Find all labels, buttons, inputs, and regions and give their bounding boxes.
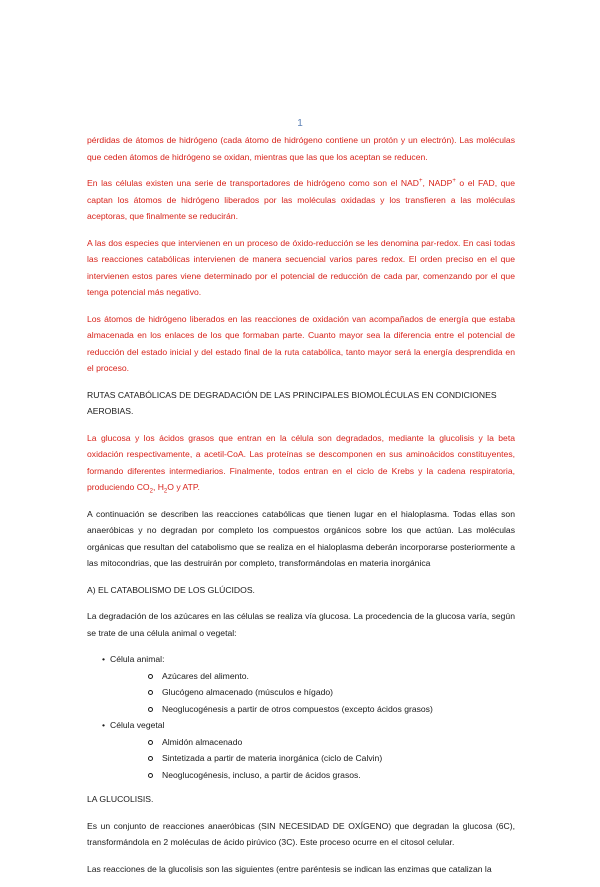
list-item: Azúcares del alimento. <box>148 668 515 685</box>
heading-glucolisis: LA GLUCOLISIS. <box>87 794 154 804</box>
paragraph-glucose-origin: La degradación de los azúcares en las células se realiza vía glucosa. La procedencia de la glucosa varía, según se trate de una célula animal o vegetal: <box>87 611 515 638</box>
vegetal-sources <box>110 734 515 784</box>
animal-cell-label: Célula animal: <box>110 654 165 664</box>
paragraph-hialoplasma: A continuación se describen las reacciones catabólicas que tienen lugar en el hialoplasma. Todas ellas son anaeróbicas y no degradan por completo los compuestos orgánicos sobre los que actúan. Las moléculas orgánicas que resultan del catabolismo que se realiza en el hialoplasma deberán incorporarse posteriormente a las mitocondrias, que las destruirán por completo, transformándolas en materia inorgánica <box>87 508 515 568</box>
paragraph-redox-pairs: A las dos especies que intervienen en un proceso de óxido-reducción se les denomina par-redox. En casi todas las reacciones catabólicas intervienen de manera secuencial varios pares redox. El orden preciso en el que intervienen estos pares viene determinado por el potencial de reducción de cada par, comenzando por el que tenga potencial más negativo. <box>87 237 515 297</box>
paragraph-hydrogen-loss: pérdidas de átomos de hidrógeno (cada átomo de hidrógeno contiene un protón y un electrón). Las moléculas que ceden átomos de hidrógeno se oxidan, mientras que las que los aceptan se reducen. <box>87 135 515 162</box>
vegetal-cell-label: Célula vegetal <box>110 720 165 730</box>
paragraph-hydrogen-carriers: En las células existen una serie de transportadores de hidrógeno como son el NAD+, NADP+ o el FAD, que captan los átomos de hidrógeno liberados por las moléculas oxidadas y los transfieren a las moléculas aceptoras, que finalmente se reducirán. <box>87 178 515 221</box>
paragraph-glucolisis-reactions: Las reacciones de la glucolisis son las siguientes (entre paréntesis se indican las enzimas que catalizan la <box>87 863 492 874</box>
list-item: Almidón almacenado <box>148 734 515 751</box>
list-item-vegetal <box>102 717 515 783</box>
list-item-animal <box>102 651 515 717</box>
paragraph-glucolisis-definition: Es un conjunto de reacciones anaeróbicas (SIN NECESIDAD DE OXÍGENO) que degradan la glucosa (6C), transformándola en 2 moléculas de ácido pirúvico (3C). Este proceso ocurre en el citosol celular. <box>87 820 515 847</box>
paragraph-energy-release: Los átomos de hidrógeno liberados en las reacciones de oxidación van acompañados de energía que estaba almacenada en los enlaces de los que formaban parte. Cuanto mayor sea la diferencia entre el potencial de reducción del estado inicial y del estado final de la ruta catabólica, tanto mayor será la energía desprendida en el proceso. <box>87 313 515 373</box>
heading-rutas-catabolicas: RUTAS CATABÓLICAS DE DEGRADACIÓN DE LAS PRINCIPALES BIOMOLÉCULAS EN CONDICIONES AEROBIAS. <box>87 389 497 416</box>
heading-catabolismo-glucidos: A) EL CATABOLISMO DE LOS GLÚCIDOS. <box>87 584 255 595</box>
animal-sources <box>110 668 515 718</box>
list-item: Neoglucogénesis, incluso, a partir de ácidos grasos. <box>148 767 515 784</box>
page-number: 1 <box>297 118 303 129</box>
paragraph-degradation-summary: La glucosa y los ácidos grasos que entran en la célula son degradados, mediante la glucolisis y la beta oxidación respectivamente, a acetil-CoA. Las proteínas se descomponen en sus aminoácidos constituyentes, formando diferentes intermediarios. Finalmente, todos entran en el ciclo de Krebs y la cadena respiratoria, produciendo $CO_2$, $H_2O$ y ATP. <box>87 432 515 495</box>
list-item: Glucógeno almacenado (músculos e hígado) <box>148 684 515 701</box>
list-item: Sintetizada a partir de materia inorgánica (ciclo de Calvin) <box>148 750 515 767</box>
document-body <box>87 132 515 887</box>
list-item: Neoglucogénesis a partir de otros compuestos (excepto ácidos grasos) <box>148 701 515 718</box>
glucose-source-list <box>87 651 515 783</box>
